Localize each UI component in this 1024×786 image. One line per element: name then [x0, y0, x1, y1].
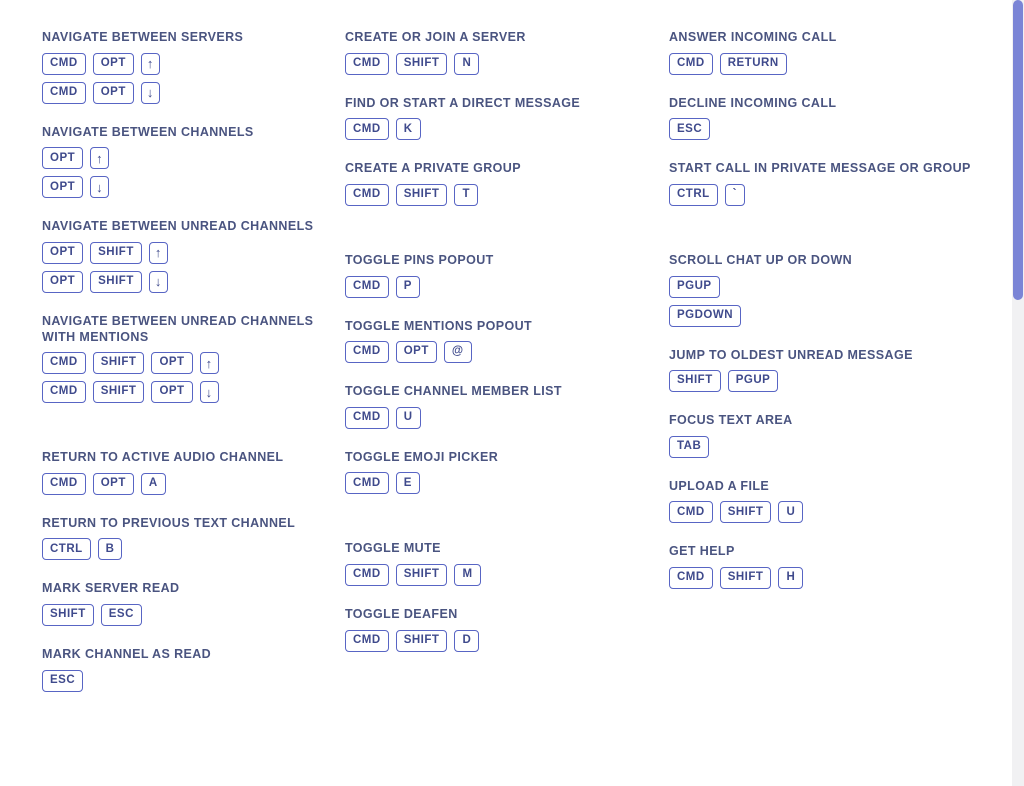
shortcut-group-title: RETURN TO ACTIVE AUDIO CHANNEL — [42, 450, 284, 465]
shortcut-group-title: TOGGLE PINS POPOUT — [345, 252, 494, 267]
key-cap: ESC — [669, 118, 710, 140]
shortcut-group-title: DECLINE INCOMING CALL — [669, 95, 837, 110]
key-cap: A — [141, 473, 166, 495]
spacer — [42, 633, 323, 647]
shortcut-combo — [42, 147, 323, 169]
shortcut-combo — [669, 370, 1005, 392]
spacer — [345, 370, 645, 384]
shortcut-combo — [345, 184, 645, 206]
shortcut-combo — [345, 472, 645, 494]
key-cap: SHIFT — [396, 564, 448, 586]
shortcut-group — [345, 161, 645, 206]
key-cap: CMD — [42, 82, 86, 104]
shortcut-combo — [42, 473, 323, 495]
shortcut-combo — [345, 630, 645, 652]
shortcut-group — [42, 516, 323, 561]
key-cap: ↑ — [149, 242, 168, 264]
key-cap: SHIFT — [42, 604, 94, 626]
key-cap: CMD — [669, 53, 713, 75]
spacer — [669, 334, 1005, 348]
shortcut-combo — [42, 604, 323, 626]
page-scrollbar[interactable] — [1012, 0, 1024, 786]
shortcut-group-title: FIND OR START A DIRECT MESSAGE — [345, 95, 581, 110]
spacer — [345, 213, 645, 253]
spacer — [669, 399, 1005, 413]
shortcut-group — [669, 253, 1005, 327]
spacer — [345, 305, 645, 319]
shortcut-group — [42, 219, 323, 293]
shortcut-group-title: MARK CHANNEL AS READ — [42, 647, 212, 661]
shortcut-group — [669, 413, 1005, 458]
key-cap: SHIFT — [396, 630, 448, 652]
shortcut-combo — [42, 352, 323, 374]
key-cap: SHIFT — [396, 184, 448, 206]
key-cap: CMD — [345, 53, 389, 75]
key-cap: CMD — [345, 630, 389, 652]
shortcut-group — [669, 96, 1005, 141]
spacer — [42, 111, 323, 125]
key-cap: PGUP — [728, 370, 779, 392]
shortcut-group-title: MARK SERVER READ — [42, 581, 180, 596]
key-cap: ESC — [42, 670, 83, 692]
key-cap: H — [778, 567, 803, 589]
key-cap: CMD — [345, 341, 389, 363]
key-cap: OPT — [396, 341, 437, 363]
column-calls — [645, 30, 1005, 786]
key-cap: SHIFT — [396, 53, 448, 75]
key-cap: OPT — [93, 53, 134, 75]
shortcut-combo — [669, 305, 1005, 327]
key-cap: ↑ — [90, 147, 109, 169]
spacer — [345, 82, 645, 96]
shortcut-combo — [669, 118, 1005, 140]
shortcut-group — [669, 544, 1005, 589]
shortcut-group-title: CREATE OR JOIN A SERVER — [345, 30, 526, 44]
shortcut-combo — [669, 184, 1005, 206]
key-cap: OPT — [42, 271, 83, 293]
key-cap: SHIFT — [720, 501, 772, 523]
shortcut-combo — [42, 176, 323, 198]
shortcut-combo — [345, 118, 645, 140]
shortcut-group-title: CREATE A PRIVATE GROUP — [345, 161, 521, 176]
key-cap: SHIFT — [90, 271, 142, 293]
spacer — [42, 205, 323, 219]
shortcut-group — [42, 30, 323, 104]
shortcut-combo — [42, 53, 323, 75]
shortcut-combo — [669, 436, 1005, 458]
shortcut-combo — [42, 242, 323, 264]
shortcut-group — [669, 479, 1005, 524]
spacer — [42, 410, 323, 450]
shortcut-group-title: TOGGLE EMOJI PICKER — [345, 449, 499, 464]
shortcut-group — [42, 314, 323, 403]
key-cap: P — [396, 276, 420, 298]
shortcut-group-title: JUMP TO OLDEST UNREAD MESSAGE — [669, 347, 913, 362]
shortcut-combo — [345, 407, 645, 429]
spacer — [669, 213, 1005, 253]
column-actions — [323, 30, 645, 786]
key-cap: CMD — [669, 567, 713, 589]
key-cap: ↑ — [200, 352, 219, 374]
shortcut-group — [669, 30, 1005, 75]
key-cap: M — [454, 564, 480, 586]
key-cap: OPT — [151, 352, 192, 374]
shortcut-combo — [42, 82, 323, 104]
shortcut-group — [345, 253, 645, 298]
spacer — [42, 502, 323, 516]
spacer — [669, 147, 1005, 161]
key-cap: ↑ — [141, 53, 160, 75]
key-cap: ↓ — [149, 271, 168, 293]
shortcut-combo — [42, 670, 323, 692]
key-cap: OPT — [151, 381, 192, 403]
shortcut-combo — [42, 271, 323, 293]
column-navigation — [0, 30, 323, 786]
key-cap: OPT — [42, 242, 83, 264]
shortcut-group-title: NAVIGATE BETWEEN SERVERS — [42, 30, 244, 44]
shortcut-group-title: NAVIGATE BETWEEN UNREAD CHANNELS — [42, 219, 314, 234]
spacer — [345, 436, 645, 450]
key-cap: U — [778, 501, 803, 523]
key-cap: CMD — [42, 352, 86, 374]
key-cap: SHIFT — [669, 370, 721, 392]
spacer — [42, 300, 323, 314]
key-cap: OPT — [93, 473, 134, 495]
shortcut-group-title: SCROLL CHAT UP OR DOWN — [669, 252, 853, 267]
key-cap: SHIFT — [93, 352, 145, 374]
shortcut-combo — [669, 501, 1005, 523]
key-cap: CMD — [42, 381, 86, 403]
key-cap: CTRL — [42, 538, 91, 560]
key-cap: RETURN — [720, 53, 787, 75]
key-cap: ↓ — [141, 82, 160, 104]
key-cap: PGUP — [669, 276, 720, 298]
shortcut-group — [42, 581, 323, 626]
spacer — [345, 501, 645, 541]
shortcut-combo — [345, 564, 645, 586]
key-cap: PGDOWN — [669, 305, 741, 327]
key-cap: T — [454, 184, 478, 206]
shortcut-group-title: TOGGLE MUTE — [345, 541, 441, 556]
shortcut-group-title: NAVIGATE BETWEEN UNREAD CHANNELS WITH MENTIONS — [42, 313, 314, 344]
shortcut-group — [345, 450, 645, 495]
key-cap: SHIFT — [93, 381, 145, 403]
shortcut-group — [42, 125, 323, 199]
shortcut-group — [345, 319, 645, 364]
shortcut-group-title: TOGGLE CHANNEL MEMBER LIST — [345, 384, 562, 399]
shortcut-combo — [345, 276, 645, 298]
key-cap: CMD — [345, 276, 389, 298]
key-cap: ESC — [101, 604, 142, 626]
key-cap: SHIFT — [720, 567, 772, 589]
shortcut-combo — [42, 538, 323, 560]
key-cap: ` — [725, 184, 745, 206]
shortcut-group-title: START CALL IN PRIVATE MESSAGE OR GROUP — [669, 161, 971, 176]
key-cap: CTRL — [669, 184, 718, 206]
key-cap: CMD — [345, 118, 389, 140]
shortcut-group — [345, 384, 645, 429]
key-cap: CMD — [345, 564, 389, 586]
key-cap: OPT — [42, 176, 83, 198]
shortcut-group-title: NAVIGATE BETWEEN CHANNELS — [42, 124, 254, 139]
shortcut-combo — [669, 567, 1005, 589]
key-cap: ↓ — [200, 381, 219, 403]
key-cap: OPT — [42, 147, 83, 169]
key-cap: ↓ — [90, 176, 109, 198]
shortcut-group — [669, 348, 1005, 393]
shortcut-group-title: UPLOAD A FILE — [669, 478, 770, 493]
shortcut-combo — [42, 381, 323, 403]
key-cap: CMD — [42, 473, 86, 495]
shortcut-group — [345, 541, 645, 586]
shortcut-combo — [345, 341, 645, 363]
key-cap: @ — [444, 341, 472, 363]
key-cap: K — [396, 118, 421, 140]
shortcut-group-title: GET HELP — [669, 544, 735, 559]
key-cap: CMD — [42, 53, 86, 75]
shortcut-combo — [669, 276, 1005, 298]
shortcut-group-title: TOGGLE MENTIONS POPOUT — [345, 318, 533, 333]
key-cap: N — [454, 53, 479, 75]
key-cap: E — [396, 472, 420, 494]
shortcut-group — [345, 607, 645, 652]
spacer — [669, 82, 1005, 96]
spacer — [345, 593, 645, 607]
key-cap: CMD — [345, 407, 389, 429]
spacer — [669, 465, 1005, 479]
shortcut-group-title: FOCUS TEXT AREA — [669, 413, 793, 428]
key-cap: OPT — [93, 82, 134, 104]
key-cap: CMD — [669, 501, 713, 523]
spacer — [42, 567, 323, 581]
key-cap: D — [454, 630, 479, 652]
shortcut-group — [345, 30, 645, 75]
shortcut-group-title: RETURN TO PREVIOUS TEXT CHANNEL — [42, 515, 296, 530]
shortcut-group-title: TOGGLE DEAFEN — [345, 607, 458, 621]
key-cap: SHIFT — [90, 242, 142, 264]
spacer — [345, 147, 645, 161]
shortcut-group — [42, 647, 323, 692]
key-cap: CMD — [345, 472, 389, 494]
spacer — [669, 530, 1005, 544]
shortcut-combo — [345, 53, 645, 75]
shortcut-group-title: ANSWER INCOMING CALL — [669, 30, 837, 44]
scrollbar-thumb[interactable] — [1013, 0, 1023, 300]
shortcut-combo — [669, 53, 1005, 75]
key-cap: B — [98, 538, 123, 560]
shortcut-group — [42, 450, 323, 495]
shortcut-group — [345, 96, 645, 141]
key-cap: TAB — [669, 436, 709, 458]
key-cap: U — [396, 407, 421, 429]
shortcut-group — [669, 161, 1005, 206]
key-cap: CMD — [345, 184, 389, 206]
